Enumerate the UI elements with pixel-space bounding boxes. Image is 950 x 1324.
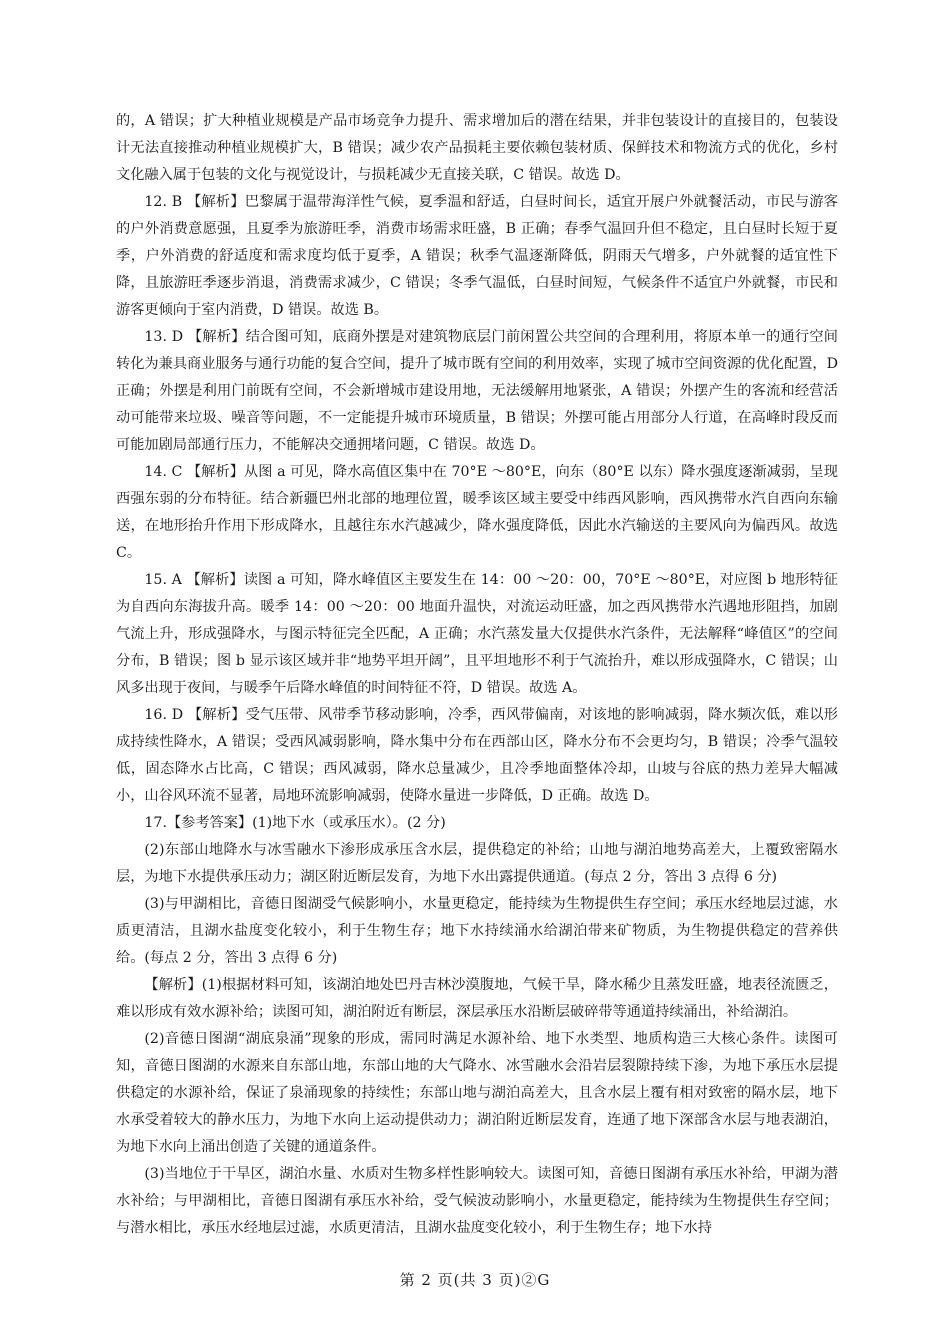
- paragraph-answer-17-part1: 17.【参考答案】(1)地下水（或承压水）。(2 分): [144, 815, 446, 831]
- paragraph-answer-13: 13. D 【解析】结合图可知，底商外摆是对建筑物底层门前闲置公共空间的合理利用，将原本单一的通行空间转化为兼具商业服务与通行功能的复合空间，提升了城市既有空间的利用效率，实现了城市空间资源的优化配置，D 正确；外摆是利用门前既有空间，不会新增城市建设用地，无法缓解用地紧张，A 错误；外摆产生的客流和经营活动可能带来垃圾、噪音等问题，不一定能提升城市环境质量，B 错误；外摆可能占用部分人行道，在高峰时段反而可能加剧局部通行压力，不能解决交通拥堵问题，C 错误。故选 D。: [116, 329, 838, 453]
- paragraph-analysis-17-part2: (2)音德日图湖“湖底泉涌”现象的形成，需同时满足水源补给、地下水类型、地质构造三大核心条件。读图可知，音德日图湖的水源来自东部山地，东部山地的大气降水、冰雪融水会沿岩层裂隙持续下渗，为地下承压水层提供稳定的水源补给，保证了泉涌现象的持续性；东部山地与湖泊高差大，且含水层上覆有相对致密的隔水层，地下水承受着较大的静水压力，为地下水向上运动提供动力；湖泊附近断层发育，连通了地下深部含水层与地表湖泊，为地下水向上涌出创造了关键的通道条件。: [116, 1031, 838, 1155]
- paragraph-answer-15: 15. A 【解析】读图 a 可知，降水峰值区主要发生在 14：00 ～20：00，70°E ～80°E，对应图 b 地形特征为自西向东海拔升高。暖季 14：00 ～20：00 地面升温快，对流运动旺盛，加之西风携带水汽遇地形阻挡，加剧气流上升，形成强降水，与图示特征完全匹配，A 正确；水汽蒸发量大仅提供水汽条件，无法解释“峰值区”的空间分布，B 错误；图 b 显示该区域并非“地势平坦开阔”，且平坦地形不利于气流抬升，难以形成强降水，C 错误；山风多出现于夜间，与暖季午后降水峰值的时间特征不符，D 错误。故选 A。: [116, 572, 838, 696]
- paragraph-answer-12: 12. B 【解析】巴黎属于温带海洋性气候，夏季温和舒适，白昼时间长，适宜开展户外就餐活动，市民与游客的户外消费意愿强，且夏季为旅游旺季，消费市场需求旺盛，B 正确；春季气温回升但不稳定，且白昼时长短于夏季，户外消费的舒适度和需求度均低于夏季，A 错误；秋季气温逐渐降低，阴雨天气增多，户外就餐的适宜性下降，且旅游旺季逐步消退，消费需求减少，C 错误；冬季气温低，白昼时间短，气候条件不适宜户外就餐，市民和游客更倾向于室内消费，D 错误。故选 B。: [116, 194, 838, 318]
- paragraph-analysis-17-part1: 【解析】(1)根据材料可知，该湖泊地处巴丹吉林沙漠腹地，气候干旱，降水稀少且蒸发旺盛，地表径流匮乏，难以形成有效水源补给；读图可知，湖泊附近有断层，深层承压水沿断层破碎带等通道持续涌出，补给湖泊。: [116, 977, 838, 1020]
- paragraph-answer-17-part2: (2)东部山地降水与冰雪融水下渗形成承压含水层，提供稳定的补给；山地与湖泊地势高差大，上覆致密隔水层，为地下水提供承压动力；湖区附近断层发育，为地下水出露提供通道。(每点 2 分，答出 3 点得 6 分): [116, 842, 838, 885]
- answer-page-body: [116, 108, 838, 1242]
- paragraph-answer-16: 16. D 【解析】受气压带、风带季节移动影响，冷季，西风带偏南，对该地的影响减弱，降水频次低，难以形成持续性降水，A 错误；受西风减弱影响，降水集中分布在西部山区，降水分布不会更均匀，B 错误；冷季气温较低，固态降水占比高，C 错误；西风减弱，降水总量减少，且冷季地面整体冷却，山坡与谷底的热力差异大幅减小，山谷风环流不显著，局地环流影响减弱，使降水量进一步降低，D 正确。故选 D。: [116, 707, 838, 804]
- paragraph-answer-14: 14. C 【解析】从图 a 可见，降水高值区集中在 70°E ～80°E，向东（80°E 以东）降水强度逐渐减弱，呈现西强东弱的分布特征。结合新疆巴州北部的地理位置，暖季该区域主要受中纬西风影响，西风携带水汽自西向东输送，在地形抬升作用下形成降水，且越往东水汽越减少，降水强度降低，因此水汽输送的主要风向为偏西风。故选 C。: [116, 464, 838, 561]
- page-footer: 第 2 页(共 3 页)②G: [399, 1271, 551, 1289]
- paragraph-answer-17-part3: (3)与甲湖相比，音德日图湖受气候影响小，水量更稳定，能持续为生物提供生存空间；承压水经地层过滤，水质更清洁，且湖水盐度变化较小，利于生物生存；地下水持续涌水给湖泊带来矿物质，为生物提供稳定的营养供给。(每点 2 分，答出 3 点得 6 分): [116, 896, 838, 966]
- paragraph-analysis-17-part3: (3)当地位于干旱区，湖泊水量、水质对生物多样性影响较大。读图可知，音德日图湖有承压水补给，甲湖为潜水补给；与甲湖相比，音德日图湖有承压水补给，受气候波动影响小，水量更稳定，能持续为生物提供生存空间；与潜水相比，承压水经地层过滤，水质更清洁，且湖水盐度变化较小，利于生物生存；地下水持: [116, 1166, 838, 1236]
- paragraph-continuation-11: 的，A 错误；扩大种植业规模是产品市场竞争力提升、需求增加后的潜在结果，并非包装设计的直接目的，包装设计无法直接推动种植业规模扩大，B 错误；减少农产品损耗主要依赖包装材质、保鲜技术和物流方式的优化，乡村文化融入属于包装的文化与视觉设计，与损耗减少无直接关联，C 错误。故选 D。: [116, 113, 838, 183]
